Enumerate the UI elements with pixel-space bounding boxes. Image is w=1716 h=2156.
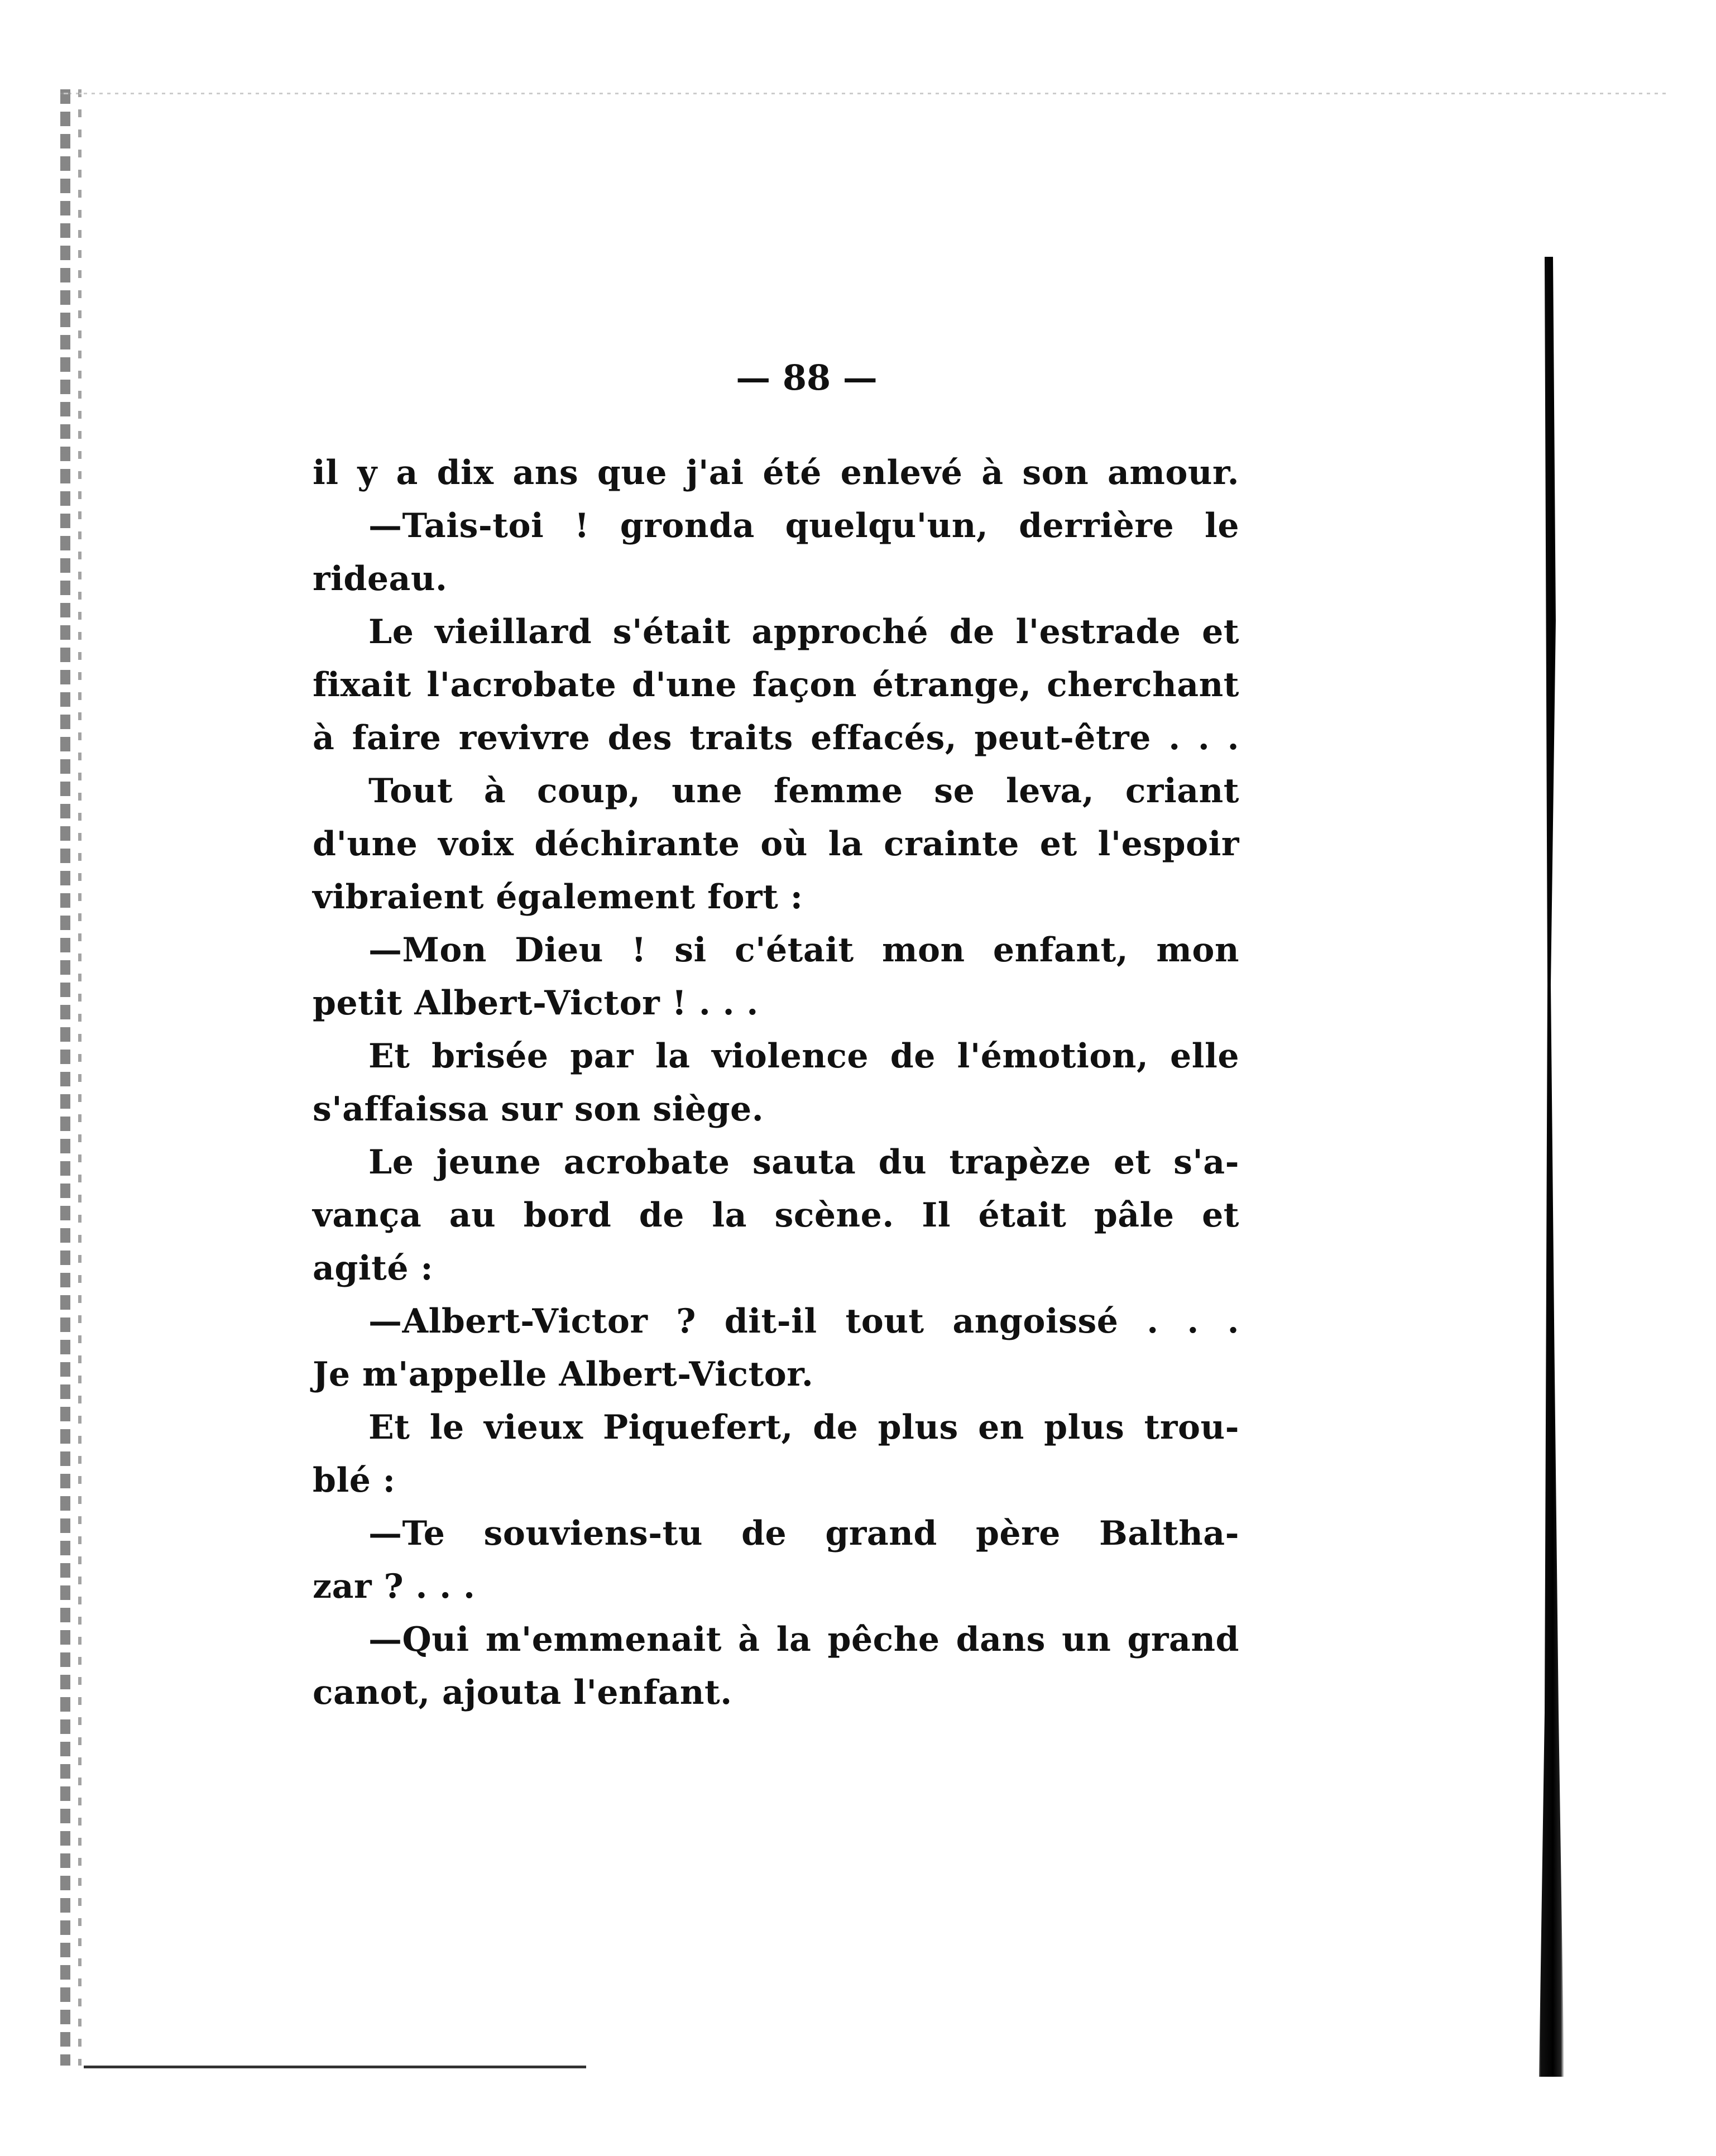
text-line: vança au bord de la scène. Il était pâle et [313,1196,1239,1235]
text-line: Le vieillard s'était approché de l'estrade et [368,612,1239,651]
text-line: petit Albert-Victor ! . . . [313,984,759,1023]
text-line: Le jeune acrobate sauta du trapèze et s'a- [368,1143,1239,1182]
text-line: à faire revivre des traits effacés, peut-être . . . [313,718,1239,758]
scan-edge-right [1536,257,1564,2077]
text-line: Et le vieux Piquefert, de plus en plus trou- [368,1408,1239,1447]
text-line: s'affaissa sur son siège. [313,1090,764,1129]
text-line: d'une voix déchirante où la crainte et l'espoir [313,825,1239,864]
text-line: blé : [313,1461,396,1500]
text-line: —Tais-toi ! gronda quelqu'un, derrière le [368,506,1239,545]
text-line: —Te souviens-tu de grand père Baltha- [368,1514,1239,1553]
text-line: —Qui m'emmenait à la pêche dans un grand [368,1620,1239,1659]
text-line: Et brisée par la violence de l'émotion, elle [368,1037,1239,1076]
scan-edge-left-inner [78,89,82,2066]
text-line: vibraient également fort : [313,878,803,917]
body-text [313,447,1239,1719]
text-line: Tout à coup, une femme se leva, criant [368,772,1239,811]
scan-edge-bottom [84,2066,586,2068]
text-line: agité : [313,1249,434,1288]
text-line: il y a dix ans que j'ai été enlevé à son amour. [313,453,1239,492]
text-line: zar ? . . . [313,1567,476,1606]
text-line: —Mon Dieu ! si c'était mon enfant, mon [368,931,1239,970]
text-line: fixait l'acrobate d'une façon étrange, cherchant [313,665,1239,705]
text-line: Je m'appelle Albert-Victor. [313,1355,814,1394]
scan-edge-left [60,89,70,2066]
text-line: —Albert-Victor ? dit-il tout angoissé . . . [368,1302,1239,1341]
text-line: rideau. [313,559,448,598]
text-line: canot, ajouta l'enfant. [313,1673,732,1712]
page-number: — 88 — [736,357,878,398]
scan-edge-top [60,93,1668,94]
